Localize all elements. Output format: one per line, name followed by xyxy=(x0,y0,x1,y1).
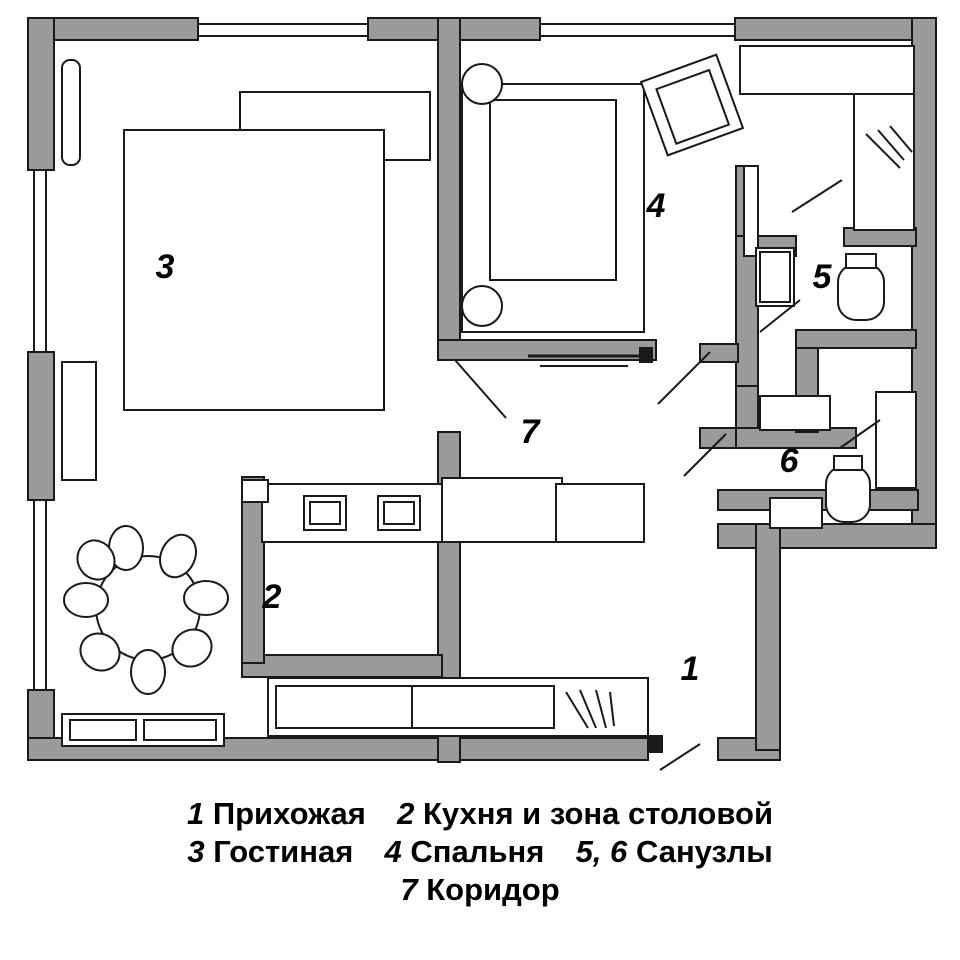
legend-label-7: Коридор xyxy=(426,871,560,907)
room-number-6: 6 xyxy=(779,442,799,480)
room-number-7: 7 xyxy=(520,413,540,451)
room-number-3: 3 xyxy=(155,248,175,286)
legend-row-3 xyxy=(0,871,960,909)
legend-label-3: Гостиная xyxy=(213,833,354,869)
legend-label-4: Спальня xyxy=(410,833,545,869)
room-number-1: 1 xyxy=(680,650,700,688)
legend-num-2: 2 xyxy=(397,796,415,831)
legend-label-2: Кухня и зона столовой xyxy=(422,796,774,831)
legend-num-3: 3 xyxy=(187,833,205,869)
legend-row-2 xyxy=(0,833,960,871)
legend-num-56: 5, 6 xyxy=(575,833,628,869)
room-number-2: 2 xyxy=(262,578,282,616)
room-number-5: 5 xyxy=(812,258,832,296)
legend-num-4: 4 xyxy=(384,833,402,869)
legend-num-1: 1 xyxy=(186,796,205,831)
legend-label-1: Прихожая xyxy=(212,796,366,831)
room-number-4: 4 xyxy=(646,187,666,225)
legend-num-7: 7 xyxy=(400,871,418,907)
legend-label-56: Санузлы xyxy=(635,833,773,869)
legend-row-1 xyxy=(0,795,960,833)
legend xyxy=(0,795,960,908)
